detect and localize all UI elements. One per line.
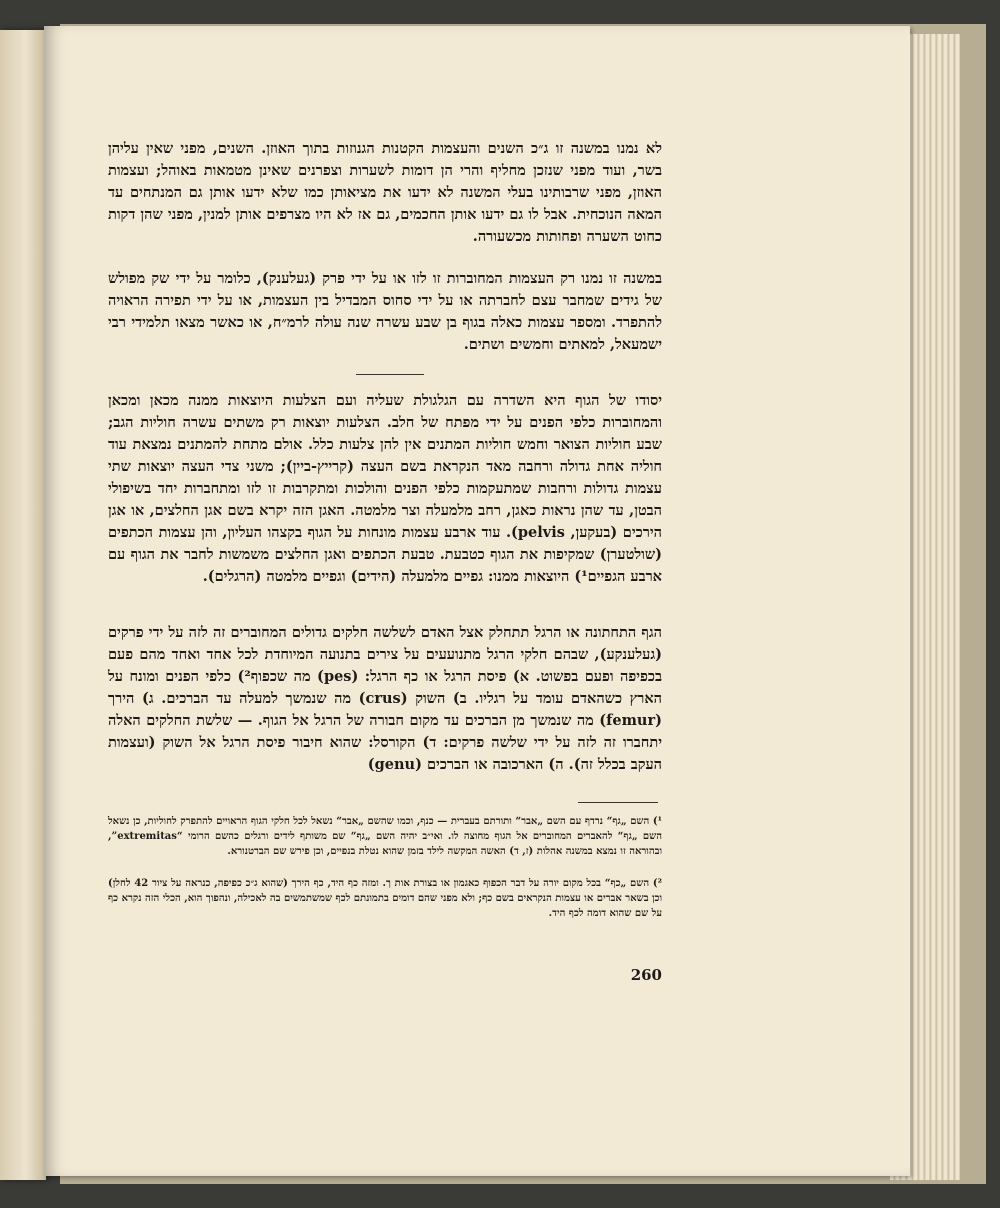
facing-page-edge: [0, 30, 46, 1180]
paragraph-2-text: במשנה זו נמנו רק העצמות המחוברות זו לזו או על ידי פרק (געלענק), כלומר על ידי שק מפולש של גידים שמחבר עצם לחברתה או על ידי סחוס המבדיל בין העצמות, או על ידי תפירה הראויה להתפרד. ומספר עצמות כאלה בגוף בן שבע עשרה שנה עולה לרמ״ח, או כאשר מצאו תלמידי רבי ישמעאל, למאתים וחמשים ושתים.: [108, 270, 662, 353]
footnote-1-text: ¹) השם „גף“ נרדף עם השם „אבר“ ותורתם בעברית — כנף, וכמו שהשם „אבר“ נשאל לכל חלקי הגוף הראויים להתפרק לחוליות, כן נשאל השם „גף“ להאברים המחוברים אל הגוף מחוצה לו. ואי״ב יהיה השם „גף“ שם משותף לידים ורגלים כהשם הרומי “extremitas”, ובהוראה זו נמצא במשנה אהלות (ז, ד) האשה המקשה לילד בזמן שהוא נטלת בנפיים, וכן פירש שם הברטנורא.: [108, 816, 662, 857]
paragraph-2: [108, 268, 662, 356]
section-divider: [356, 374, 424, 375]
paragraph-4: [108, 622, 662, 776]
footnote-1: [108, 814, 662, 859]
footnote-2-text: ²) השם „כף“ בכל מקום יורה על דבר הכפוף כאגמון או בצורת אות ך. ומזה כף היד, כף הירך (שהוא ג״כ כפיפה, כנראה על ציור 42 לחלן) וכן בשאר אברים או עצמות הנקראים בשם כף; ולא מפני שהם דומים בתמונתם לכף שמשתמשים בה לאכילה, ונהפוך הוא, הכלי הזה נקרא כף על שם שהוא דומה לכף היד.: [108, 878, 662, 919]
paragraph-3: [108, 390, 662, 588]
paragraph-4-text: הגף התחתונה או הרגל תתחלק אצל האדם לשלשה חלקים גדולים המחוברים זה לזה על ידי פרקים (געלענקע), שבהם חלקי הרגל מתנועעים על צירים בתנועה המיוחדת לכל אחד ואחד מהם פעם בכפיפה ופעם בפשוט. א) פיסת הרגל או כף הרגל: (pes) מה שכפוף²) כלפי הפנים ומונח על הארץ כשהאדם עומד על רגליו. ב) השוק (crus) מה שנמשך למעלה עד הברכים. ג) הירך (femur) מה שנמשך מן הברכים עד מקום חבורה של הרגל אל הגוף. — שלשת החלקים האלה יתחברו זה לזה על ידי שלשה פרקים: ד) הקורסל: שהוא חיבור פיסת הרגל אל השוק (ועצמות העקב בכלל זה). ה) הארכובה או הברכים (genu): [108, 624, 662, 773]
footnote-2: [108, 876, 662, 921]
paragraph-1-text: לא נמנו במשנה זו ג״כ השנים והעצמות הקטנות הגנוזות בתוך האוזן. השנים, מפני שאין עליהן בשר, ועוד מפני שנזכן מחליף והרי הן דומות לשערות וצפרנים שאינן מטמאות באוהל; ועצמות האוזן, מפני שרבותינו בעלי המשנה לא ידעו את מציאותן כמו שלא ידעו אותן גם המנתחים עד המאה הנוכחית. אבל לו גם ידעו אותן החכמים, גם אז לא היו מצרפים אותן למנין, מפני שהן דקות כחוט השערה ופחותות מכשעורה.: [108, 140, 662, 245]
paragraph-1: [108, 138, 662, 248]
footnote-divider: [578, 802, 658, 803]
page-number: 260: [630, 966, 662, 984]
paragraph-3-text: יסודו של הגוף היא השדרה עם הגלגולת שעליה ועם הצלעות היוצאות ממנה מכאן ומכאן והמחוברות כלפי הפנים על ידי מפתח של חלב. הצלעות יוצאות רק משתים עשרה חוליות הגב; שבע חוליות הצואר וחמש חוליות המתנים אין להן צלעות כלל. אולם מתחת להמתנים נמצאת עוד חוליה אחת גדולה ורחבה מאד הנקראת בשם העצה (קרייץ-ביין); משני צדי העצה יוצאות שתי עצמות גדולות ורחבות שמתעקמות כלפי הפנים והולכות ומתקרבות זו לזו ומתחברות יחד בשיפולי הבטן, עד שהן נראות כאגן, רחב מלמעלה וצר מלמטה. האגן הזה יקרא בשם אגן החלצים, או אגן הירכים (בעקען, pelvis). עוד ארבע עצמות מונחות על הגוף בקצהו העליון, והן עצמות הכתפים (שולטערן) שמקיפות את הגוף כטבעת. טבעת הכתפים ואגן החלצים משמשות לחבר את הגוף עם ארבע הגפיים¹) היוצאות ממנו: גפיים מלמעלה (הידים) וגפיים מלמטה (הרגלים).: [108, 392, 662, 585]
